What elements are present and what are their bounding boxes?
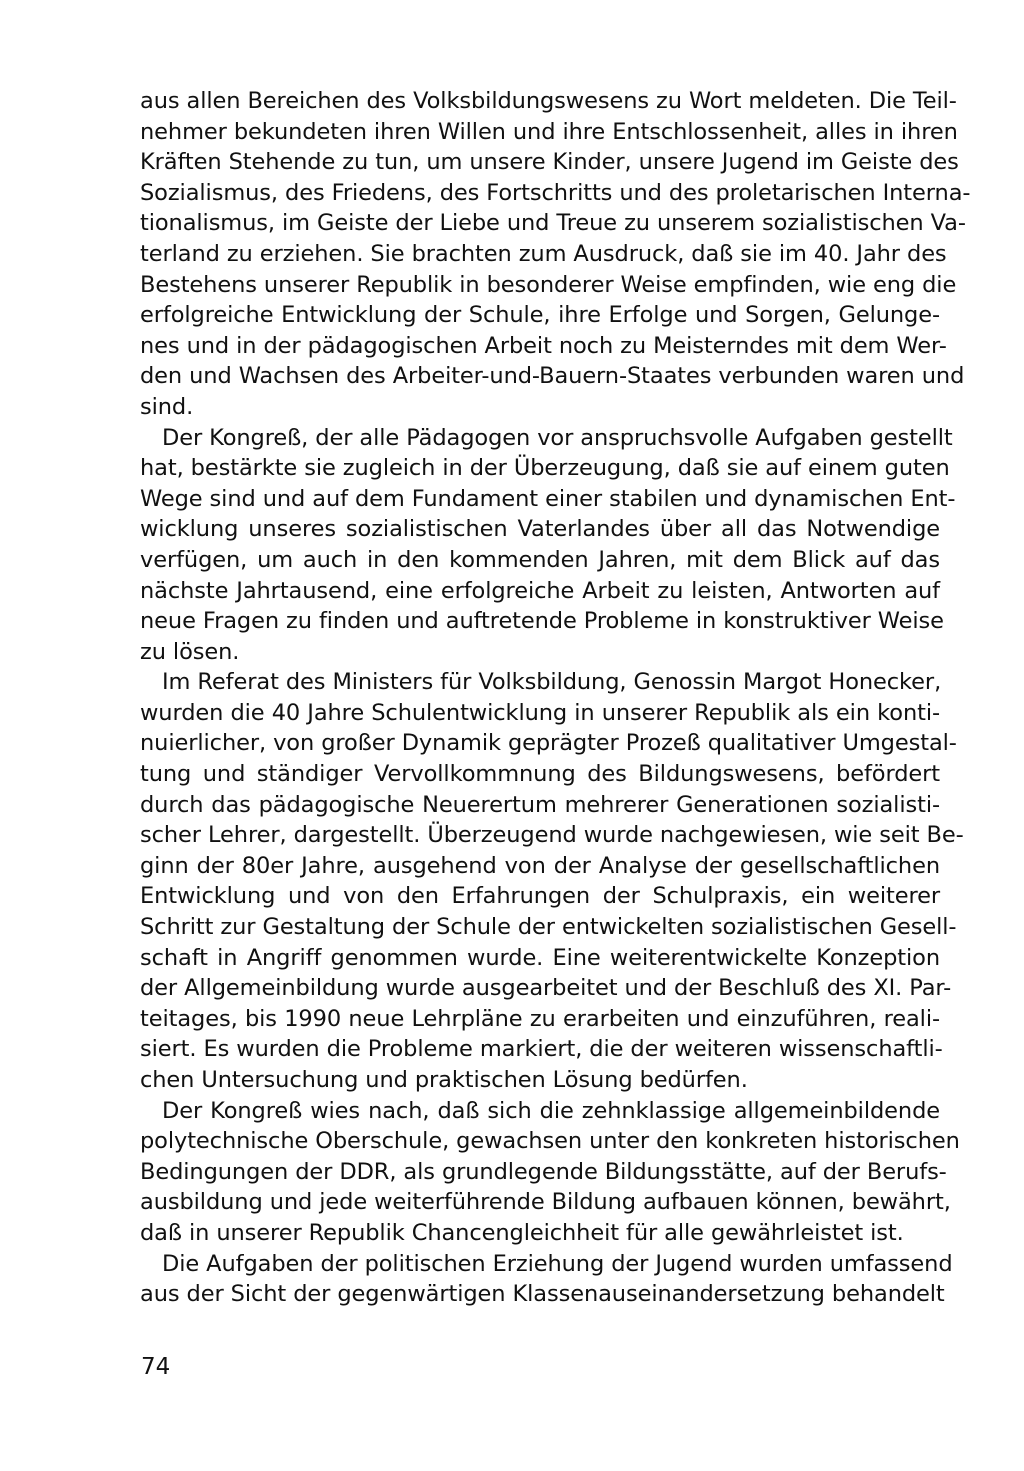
text-line: Der Kongreß, der alle Pädagogen vor anspruchsvolle Aufgaben gestellt (162, 424, 953, 451)
text-line: tung und ständiger Vervollkommnung des Bildungswesens, befördert (140, 761, 940, 788)
text-line: Schritt zur Gestaltung der Schule der entwickelten sozialistischen Gesell- (140, 914, 957, 941)
text-line: tionalismus, im Geiste der Liebe und Treue zu unserem sozialistischen Va- (140, 210, 966, 237)
text-line: Entwicklung und von den Erfahrungen der Schulpraxis, ein weiterer (140, 883, 940, 910)
text-line: Im Referat des Ministers für Volksbildung, Genossin Margot Honecker, (162, 669, 942, 696)
text-line: Bedingungen der DDR, als grundlegende Bildungsstätte, auf der Berufs- (140, 1158, 947, 1185)
text-line: nes und in der pädagogischen Arbeit noch zu Meisterndes mit dem Wer- (140, 332, 947, 359)
text-line: durch das pädagogische Neuerertum mehrerer Generationen sozialisti- (140, 791, 940, 818)
text-line: schaft in Angriff genommen wurde. Eine weiterentwickelte Konzeption (140, 944, 940, 971)
text-line: der Allgemeinbildung wurde ausgearbeitet und der Beschluß des XI. Par- (140, 975, 952, 1002)
text-line: wurden die 40 Jahre Schulentwicklung in unserer Republik als ein konti- (140, 699, 940, 726)
text-line: zu lösen. (140, 638, 240, 665)
text-line: aus allen Bereichen des Volksbildungswesens zu Wort meldeten. Die Teil- (140, 88, 957, 114)
text-line: erfolgreiche Entwicklung der Schule, ihre Erfolge und Sorgen, Gelunge- (140, 302, 940, 329)
text-line: polytechnische Oberschule, gewachsen unter den konkreten historischen (140, 1128, 960, 1155)
text-line: verfügen, um auch in den kommenden Jahren, mit dem Blick auf das (140, 546, 940, 573)
text-line: daß in unserer Republik Chancengleichheit für alle gewährleistet ist. (140, 1219, 904, 1246)
body-text (140, 86, 971, 1310)
text-line: sind. (140, 393, 194, 420)
text-line: aus der Sicht der gegenwärtigen Klassenauseinandersetzung behandelt (140, 1281, 945, 1308)
text-line: Kräften Stehende zu tun, um unsere Kinder, unsere Jugend im Geiste des (140, 149, 959, 176)
text-line: terland zu erziehen. Sie brachten zum Ausdruck, daß sie im 40. Jahr des (140, 240, 947, 267)
text-line: Der Kongreß wies nach, daß sich die zehnklassige allgemeinbildende (162, 1097, 940, 1124)
text-line: hat, bestärkte sie zugleich in der Überzeugung, daß sie auf einem guten (140, 455, 950, 482)
text-line: Sozialismus, des Friedens, des Fortschritts und des proletarischen Interna- (140, 179, 971, 206)
text-line: siert. Es wurden die Probleme markiert, die der weiteren wissenschaftli- (140, 1036, 943, 1063)
text-line: wicklung unseres sozialistischen Vaterlandes über all das Notwendige (140, 516, 940, 543)
text-line: Bestehens unserer Republik in besonderer Weise empfinden, wie eng die (140, 271, 957, 298)
text-line: ausbildung und jede weiterführende Bildung aufbauen können, bewährt, (140, 1189, 951, 1216)
text-line: teitages, bis 1990 neue Lehrpläne zu erarbeiten und einzuführen, reali- (140, 1005, 940, 1032)
text-line: Die Aufgaben der politischen Erziehung der Jugend wurden umfassend (162, 1250, 953, 1277)
text-line: scher Lehrer, dargestellt. Überzeugend wurde nachgewiesen, wie seit Be- (140, 822, 964, 849)
text-line: chen Untersuchung und praktischen Lösung bedürfen. (140, 1067, 748, 1093)
text-line: nuierlicher, von großer Dynamik geprägter Prozeß qualitativer Umgestal- (140, 730, 957, 757)
text-line: ginn der 80er Jahre, ausgehend von der Analyse der gesellschaftlichen (140, 852, 940, 879)
page-number: 74 (141, 1354, 171, 1380)
text-line: den und Wachsen des Arbeiter-und-Bauern-Staates verbunden waren und (140, 363, 965, 390)
text-line: neue Fragen zu finden und auftretende Probleme in konstruktiver Weise (140, 608, 944, 635)
text-line: Wege sind und auf dem Fundament einer stabilen und dynamischen Ent- (140, 485, 956, 512)
text-line: nehmer bekundeten ihren Willen und ihre Entschlossenheit, alles in ihren (140, 118, 958, 145)
text-line: nächste Jahrtausend, eine erfolgreiche Arbeit zu leisten, Antworten auf (140, 577, 940, 604)
